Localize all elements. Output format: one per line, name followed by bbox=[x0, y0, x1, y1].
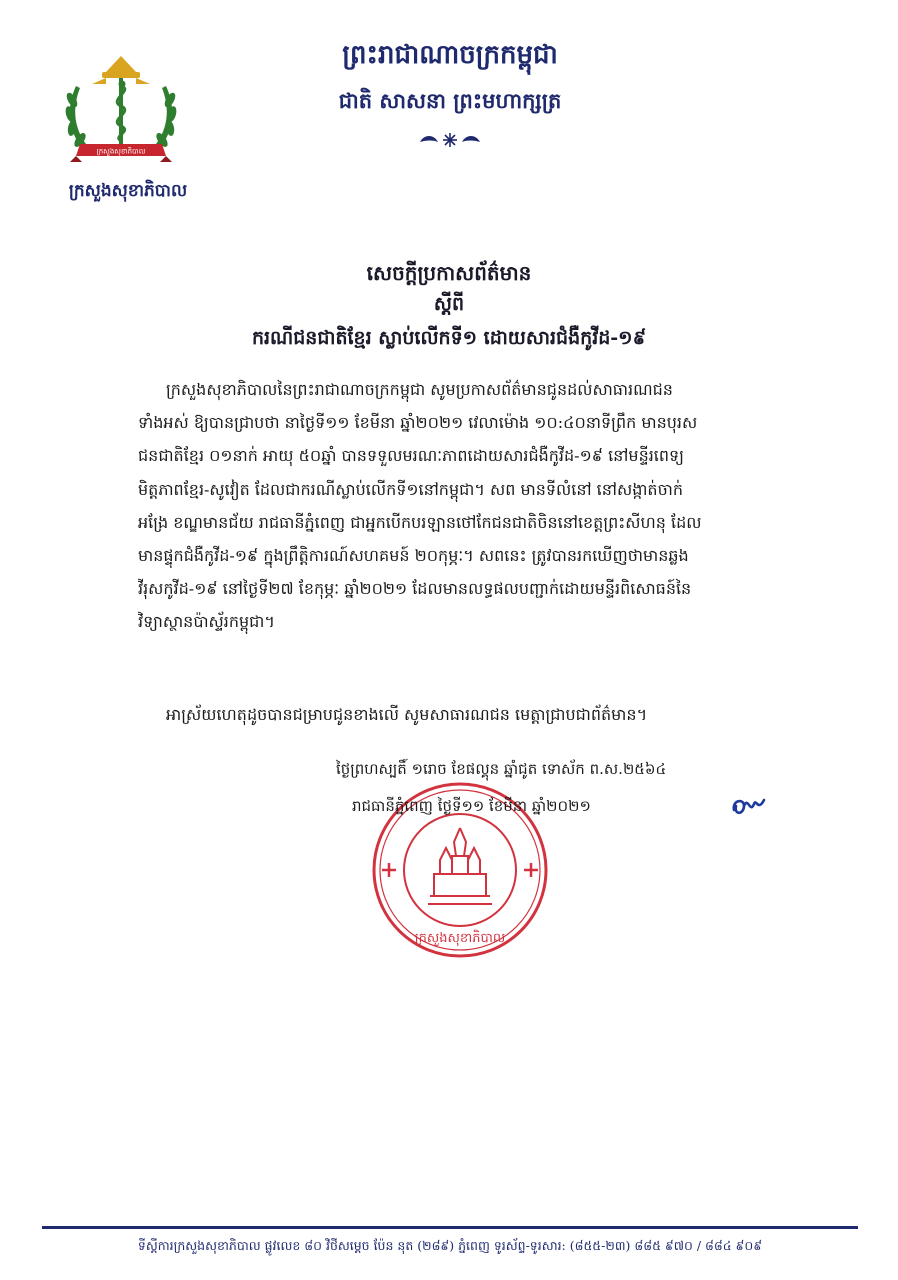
ministry-logo bbox=[62, 52, 180, 172]
seal-text: ក្រសួងសុខាភិបាល bbox=[414, 931, 506, 946]
national-motto: ជាតិ សាសនា ព្រះមហាក្សត្រ bbox=[338, 88, 562, 113]
body-line: ក្រសួងសុខាភិបាលនៃព្រះរាជាណាចក្រកម្ពុជា សូមប្រកាសព័ត៌មានជូនដល់សាធារណជន bbox=[166, 380, 673, 399]
body-line: ជនជាតិខ្មែរ ០១នាក់ អាយុ ៥០ឆ្នាំ បានទទួលមរណៈភាពដោយសារជំងឺកូវីដ-១៩ នៅមន្ទីរពេទ្យ bbox=[138, 446, 684, 466]
body-paragraph bbox=[138, 373, 788, 639]
body-line: វីរុសកូវីដ-១៩ នៅថ្ងៃទី២៧ ខែកុម្ភៈ ឆ្នាំ២០២១ ដែលមានលទ្ធផលបញ្ជាក់ដោយមន្ទីរពិសោធន៍នៃ bbox=[138, 579, 692, 599]
announcement-subject: ករណីជនជាតិខ្មែរ ស្លាប់លើកទី១ ដោយសារជំងឺកូវីដ-១៩ bbox=[251, 327, 647, 349]
rod-of-asclepius-icon bbox=[117, 78, 125, 144]
body-line: មានផ្ទុកជំងឺកូវីដ-១៩ ក្នុងព្រឹត្តិការណ៍សហគមន៍ ២០កុម្ភៈ។ សពនេះ ត្រូវបានរកឃើញថាមានឆ្លង bbox=[138, 546, 689, 566]
signature-initials bbox=[728, 792, 770, 820]
body-line: ទាំងអស់ ឱ្យបានជ្រាបថា នាថ្ងៃទី១១ ខែមីនា ឆ្នាំ២០២១ វេលាម៉ោង ១០:៤០នាទីព្រឹក មានបុរស bbox=[138, 413, 698, 433]
ornament-divider-icon bbox=[410, 130, 490, 150]
body-line: វិទ្យាស្ថានប៉ាស្ទ័រកម្ពុជា។ bbox=[138, 612, 275, 632]
kingdom-heading: ព្រះរាជាណាចក្រកម្ពុជា bbox=[342, 40, 558, 70]
logo-ribbon-text: ក្រសួងសុខាភិបាល bbox=[96, 147, 146, 156]
body-line: មិត្តភាពខ្មែរ-សូវៀត ដែលជាករណីស្លាប់លើកទី១នៅកម្ពុជា។ សព មានទីលំនៅ នៅសង្កាត់ចាក់ bbox=[138, 479, 683, 499]
solar-date-place: រាជធានីភ្នំពេញ ថ្ងៃទី១១ ខែមីនា ឆ្នាំ២០២១ bbox=[352, 797, 591, 815]
footer-divider bbox=[42, 1226, 858, 1229]
closing-sentence: អាស្រ័យហេតុដូចបានជម្រាបជូនខាងលើ សូមសាធារណជន មេត្តាជ្រាបជាព័ត៌មាន។ bbox=[166, 705, 648, 724]
announcement-subject-label: ស្តីពី bbox=[433, 293, 465, 315]
body-line: អង្រែ ខណ្ឌមានជ័យ រាជធានីភ្នំពេញ ជាអ្នកបើកបរឡានថៅកែជនជាតិចិននៅខេត្តព្រះសីហនុ ដែល bbox=[138, 512, 702, 532]
announcement-title: សេចក្តីប្រកាសព័ត៌មាន bbox=[366, 261, 532, 285]
footer-address: ទីស្តីការក្រសួងសុខាភិបាល ផ្លូវលេខ ៨០ វិថីសម្តេច ប៉ែន នុត (២៨៩) ភ្នំពេញ ទូរស័ព្ទ-ទូរសារ: (៨៥៥-២៣) ៨៨៥ ៩៧០ / ៨៨៤ ៩០៩ bbox=[137, 1238, 763, 1253]
ministry-name: ក្រសួងសុខាភិបាល bbox=[68, 181, 188, 201]
lunar-date: ថ្ងៃព្រហស្បតិ៍ ១រោច ខែផល្គុន ឆ្នាំជូត ទោស័ក ព.ស.២៥៦៤ bbox=[336, 760, 667, 778]
angkor-wat-icon bbox=[428, 828, 492, 904]
